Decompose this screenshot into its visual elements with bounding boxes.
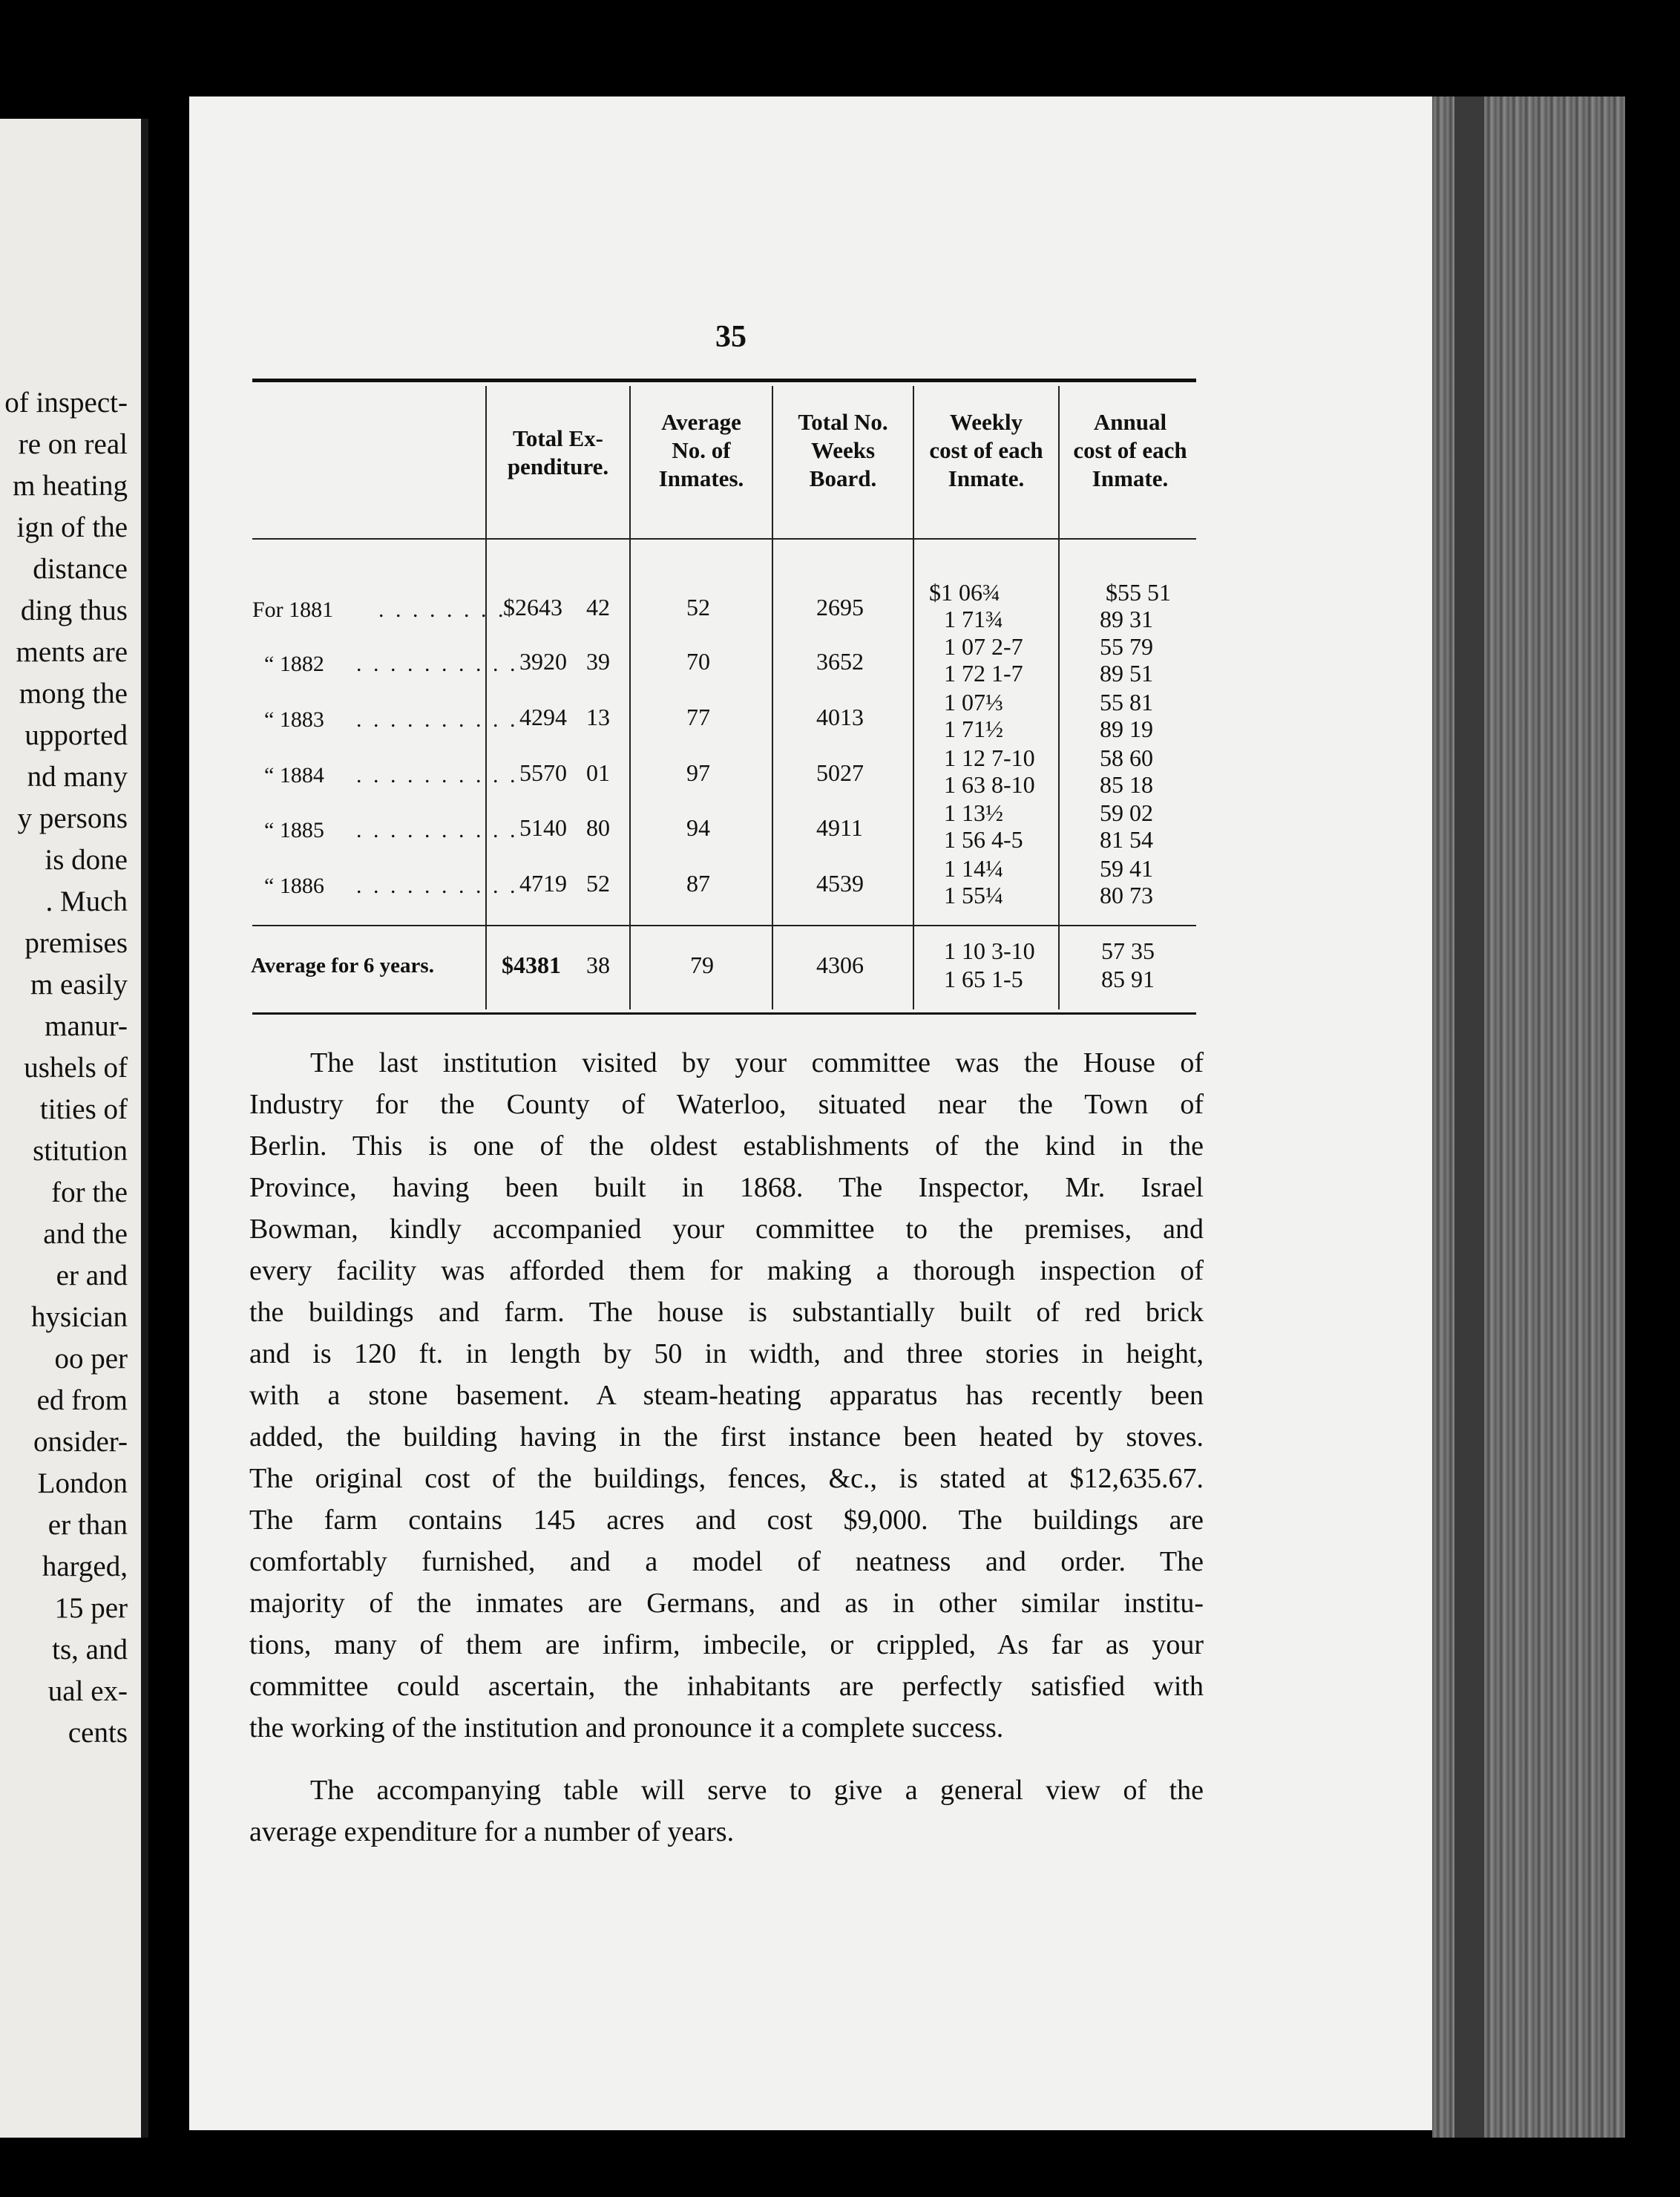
cell-annual-1: 58 60 — [1100, 744, 1153, 771]
left-fragment: y persons — [17, 802, 128, 834]
left-fragment: tities of — [39, 1093, 128, 1125]
header-total-weeks: Total No. Weeks Board. — [798, 409, 888, 491]
cell-annual-2: 85 18 — [1100, 771, 1153, 798]
left-fragment: ed from — [36, 1384, 128, 1416]
left-fragment: hysician — [31, 1301, 128, 1333]
table-bottom-rule — [252, 1012, 1196, 1015]
cell-expenditure-cents: 01 — [586, 759, 610, 786]
text-line: every facility was afforded them for making a thorough inspection of — [249, 1255, 1204, 1286]
left-fragment: ushels of — [24, 1052, 128, 1084]
text-line: tions, many of them are infirm, imbecile, or crippled, As far as your — [249, 1629, 1204, 1660]
cell-inmates: 87 — [686, 870, 710, 897]
avg-inmates: 79 — [690, 952, 714, 978]
left-fragment: premises — [24, 927, 128, 959]
cell-annual-2: 81 54 — [1100, 826, 1153, 853]
table-column-divider — [913, 386, 914, 1009]
avg-expenditure-cents: 38 — [586, 952, 610, 978]
cell-weekly-1: 1 12 7-10 — [944, 744, 1035, 771]
header-total-expenditure: Total Ex- penditure. — [507, 425, 609, 479]
cell-annual-1: $55 51 — [1106, 579, 1171, 606]
avg-annual-1: 57 35 — [1101, 937, 1155, 964]
left-fragment: of inspect- — [4, 387, 128, 419]
text-line: majority of the inmates are Germans, and as in other similar institu- — [249, 1588, 1204, 1619]
cell-weekly-1: 1 07 2-7 — [944, 633, 1023, 660]
cell-expenditure-dollars: $2643 — [503, 594, 562, 621]
cell-weekly-2: 1 63 8-10 — [944, 771, 1035, 798]
text-line: the working of the institution and pronounce it a complete success. — [249, 1712, 1004, 1743]
table-average-rule — [252, 925, 1196, 926]
row-label: “ 1884 — [264, 763, 324, 788]
left-fragment: ign of the — [16, 511, 128, 543]
left-fragment: ual ex- — [47, 1675, 128, 1707]
cell-annual-2: 89 51 — [1100, 660, 1153, 687]
row-leader-dots: . . . . . . . . — [378, 597, 507, 622]
text-line: the buildings and farm. The house is substantially built of red brick — [249, 1297, 1204, 1328]
row-label: “ 1885 — [264, 818, 324, 842]
text-line: The original cost of the buildings, fences, &c., is stated at $12,635.67. — [249, 1463, 1204, 1494]
avg-weekly-2: 1 65 1-5 — [944, 966, 1023, 992]
cell-annual-1: 59 41 — [1100, 855, 1153, 882]
text-line: Province, having been built in 1868. The Inspector, Mr. Israel — [249, 1172, 1204, 1203]
left-fragment: mong the — [19, 678, 128, 710]
cell-expenditure-cents: 52 — [586, 870, 610, 897]
header-average-inmates: Average No. of Inmates. — [658, 409, 744, 491]
left-fragment: cents — [68, 1717, 128, 1749]
cell-inmates: 94 — [686, 814, 710, 841]
avg-weekly-1: 1 10 3-10 — [944, 937, 1035, 964]
header-annual-cost: Annual cost of each Inmate. — [1073, 409, 1187, 491]
table-column-divider — [772, 386, 773, 1009]
cell-weekly-2: 1 56 4-5 — [944, 826, 1023, 853]
cell-weeks: 3652 — [816, 648, 864, 675]
row-leader-dots: . . . . . . . . . . — [356, 818, 519, 842]
left-fragment: onsider- — [33, 1426, 128, 1458]
text-line: Bowman, kindly accompanied your committee to the premises, and — [249, 1214, 1204, 1245]
text-line: The accompanying table will serve to give a general view of the — [310, 1775, 1204, 1806]
cell-expenditure-dollars: 4294 — [519, 704, 567, 730]
left-fragment: distance — [33, 553, 128, 585]
cell-weekly-2: 1 71¾ — [944, 606, 1003, 632]
left-fragment: ding thus — [20, 595, 128, 626]
cell-weekly-2: 1 72 1-7 — [944, 660, 1023, 687]
left-fragment: nd many — [27, 761, 128, 793]
avg-annual-2: 85 91 — [1101, 966, 1155, 992]
left-fragment: er and — [56, 1260, 128, 1291]
row-leader-dots: . . . . . . . . . . — [356, 707, 519, 732]
left-page — [0, 119, 148, 2138]
cell-weeks: 2695 — [816, 594, 864, 621]
left-fragment: upported — [24, 719, 128, 751]
cell-inmates: 97 — [686, 759, 710, 786]
table-column-divider — [1058, 386, 1060, 1009]
body-paragraph-1 — [249, 1042, 1204, 1749]
cell-inmates: 52 — [686, 594, 710, 621]
cell-expenditure-cents: 42 — [586, 594, 610, 621]
text-line: The farm contains 145 acres and cost $9,000. The buildings are — [249, 1504, 1204, 1536]
table-column-divider — [629, 386, 631, 1009]
cell-weeks: 4539 — [816, 870, 864, 897]
text-line: committee could ascertain, the inhabitants are perfectly satisfied with — [249, 1671, 1204, 1702]
row-label: For 1881 — [252, 597, 334, 622]
cell-expenditure-cents: 13 — [586, 704, 610, 730]
page-edge-shadow — [1454, 96, 1484, 2138]
cell-annual-1: 55 79 — [1100, 633, 1153, 660]
left-fragment: ts, and — [52, 1634, 128, 1666]
row-leader-dots: . . . . . . . . . . — [356, 874, 519, 898]
row-leader-dots: . . . . . . . . . . — [356, 652, 519, 676]
left-fragment: m heating — [13, 470, 128, 502]
cell-weekly-1: 1 07⅓ — [944, 689, 1003, 716]
cell-weekly-1: $1 06¾ — [929, 579, 1000, 606]
cell-inmates: 77 — [686, 704, 710, 730]
table-top-rule — [252, 379, 1196, 382]
left-fragment: oo per — [54, 1343, 128, 1375]
text-line: added, the building having in the first instance been heated by stoves. — [249, 1421, 1204, 1453]
row-label: “ 1882 — [264, 652, 324, 676]
cell-expenditure-cents: 39 — [586, 648, 610, 675]
cell-expenditure-dollars: 3920 — [519, 648, 567, 675]
row-label: “ 1886 — [264, 874, 324, 898]
cell-annual-2: 80 73 — [1100, 882, 1153, 908]
left-fragment: ments are — [16, 636, 128, 668]
table-header-rule — [252, 538, 1196, 540]
left-fragment: and the — [43, 1218, 128, 1250]
cell-annual-2: 89 19 — [1100, 716, 1153, 742]
text-line: The last institution visited by your committee was the House of — [310, 1047, 1204, 1078]
cell-annual-2: 89 31 — [1100, 606, 1153, 632]
cell-expenditure-dollars: 4719 — [519, 870, 567, 897]
cell-weeks: 4911 — [816, 814, 863, 841]
cell-weeks: 4013 — [816, 704, 864, 730]
text-line: comfortably furnished, and a model of neatness and order. The — [249, 1546, 1204, 1577]
text-line: average expenditure for a number of years. — [249, 1816, 735, 1847]
left-fragment: . Much — [45, 885, 128, 917]
left-fragment: manur- — [45, 1010, 128, 1042]
cell-weekly-1: 1 13½ — [944, 799, 1003, 826]
avg-weeks: 4306 — [816, 952, 864, 978]
header-weekly-cost: Weekly cost of each Inmate. — [929, 409, 1043, 491]
left-fragment: re on real — [18, 428, 128, 460]
left-margin-text — [0, 382, 128, 1754]
avg-expenditure-dollars: $4381 — [502, 952, 561, 978]
left-fragment: is done — [45, 844, 128, 876]
row-label: “ 1883 — [264, 707, 324, 732]
body-paragraph-2 — [249, 1769, 1204, 1853]
cell-weekly-1: 1 14¼ — [944, 855, 1003, 882]
left-fragment: for the — [51, 1176, 128, 1208]
left-fragment: 15 per — [54, 1592, 128, 1624]
left-fragment: stitution — [33, 1135, 128, 1167]
left-fragment: er than — [47, 1509, 128, 1541]
left-fragment: m easily — [30, 969, 128, 1001]
cell-inmates: 70 — [686, 648, 710, 675]
page-number: 35 — [715, 320, 747, 354]
cell-annual-1: 59 02 — [1100, 799, 1153, 826]
text-line: Berlin. This is one of the oldest establishments of the kind in the — [249, 1130, 1204, 1162]
average-label: Average for 6 years. — [251, 954, 434, 978]
cell-expenditure-cents: 80 — [586, 814, 610, 841]
left-fragment: harged, — [42, 1551, 128, 1582]
cell-annual-1: 55 81 — [1100, 689, 1153, 716]
cell-weekly-2: 1 55¼ — [944, 882, 1003, 908]
text-line: with a stone basement. A steam-heating apparatus has recently been — [249, 1380, 1204, 1411]
cell-weeks: 5027 — [816, 759, 864, 786]
cell-weekly-2: 1 71½ — [944, 716, 1003, 742]
text-line: Industry for the County of Waterloo, situated near the Town of — [249, 1089, 1204, 1120]
row-leader-dots: . . . . . . . . . . — [356, 763, 519, 788]
text-line: and is 120 ft. in length by 50 in width, and three stories in height, — [249, 1338, 1204, 1369]
cell-expenditure-dollars: 5140 — [519, 814, 567, 841]
cell-expenditure-dollars: 5570 — [519, 759, 567, 786]
table-column-divider — [485, 386, 487, 1009]
left-fragment: London — [37, 1467, 128, 1499]
